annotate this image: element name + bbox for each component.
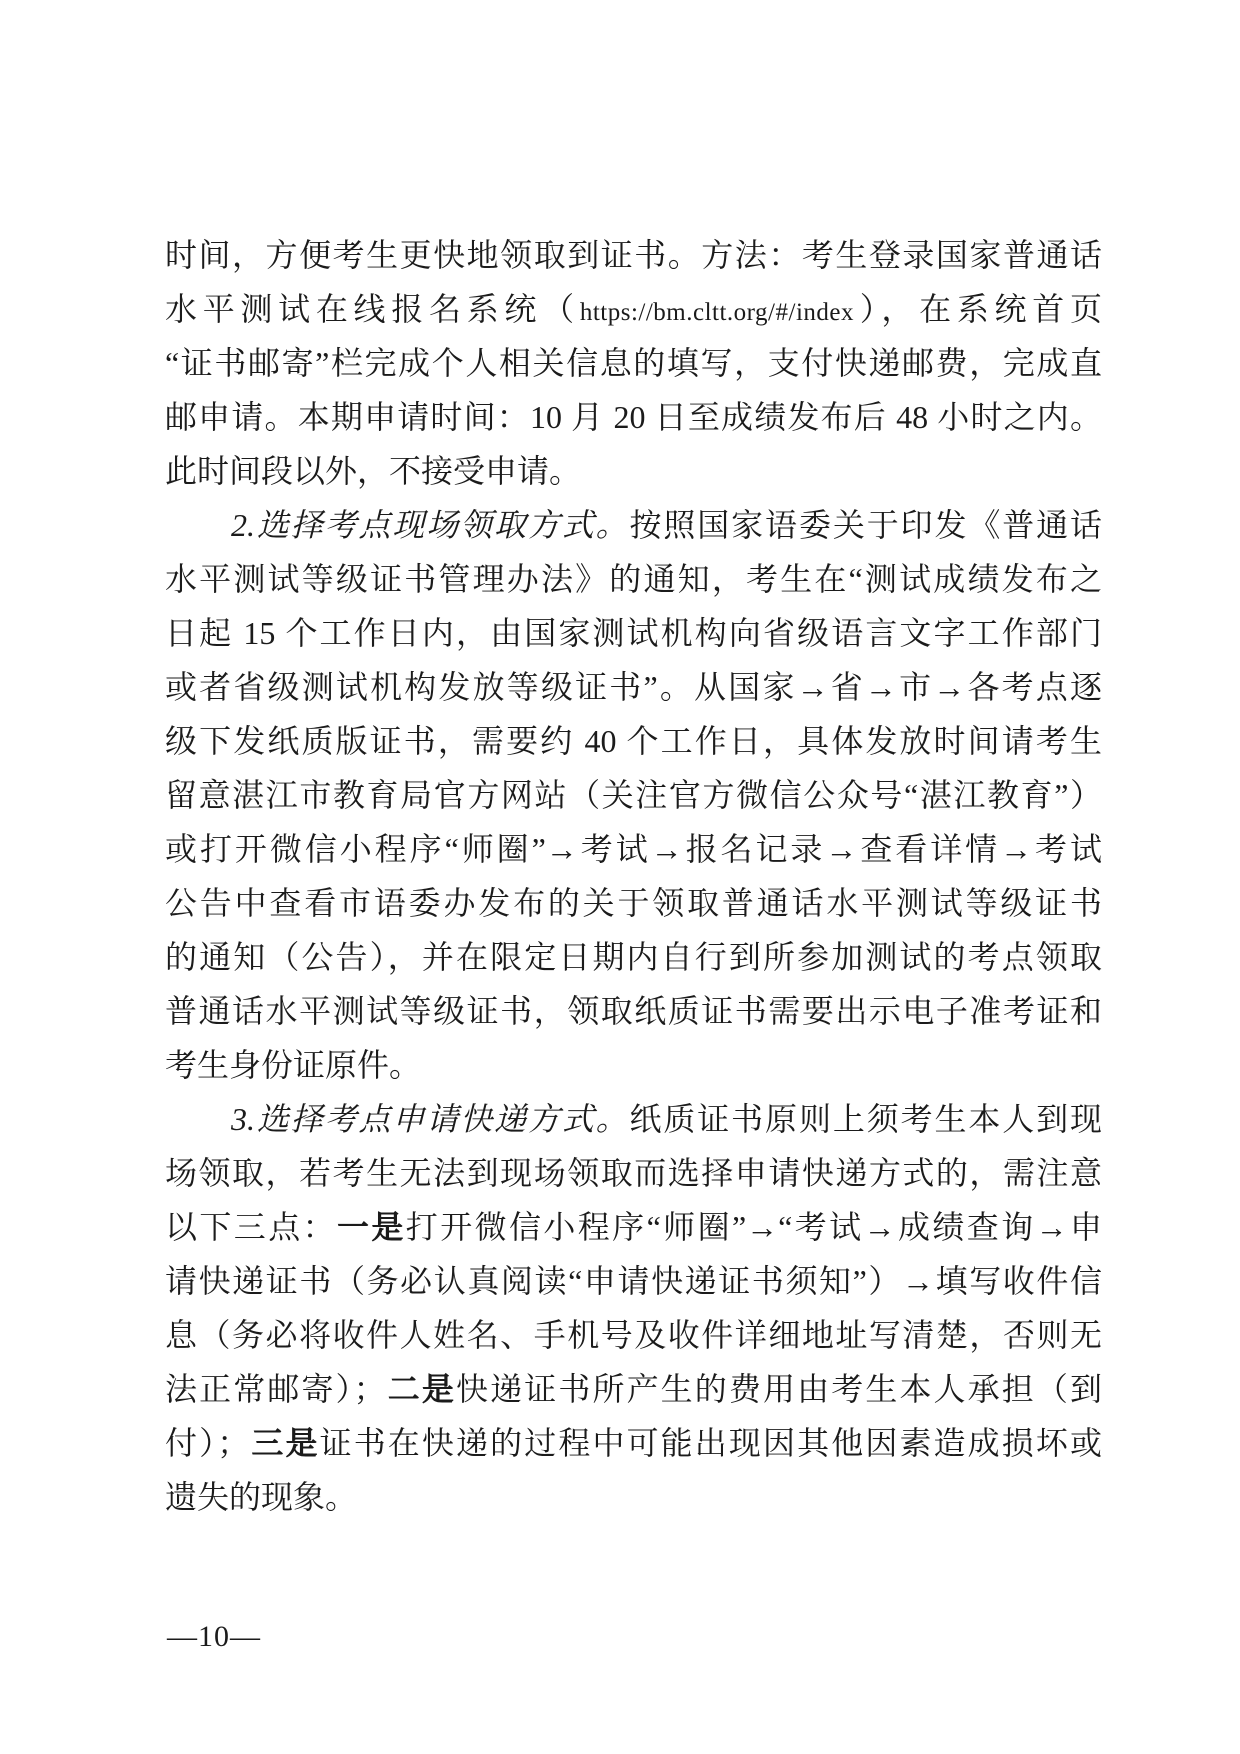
text-line xyxy=(165,1254,1102,1308)
text-line xyxy=(165,768,1102,822)
text-line xyxy=(165,1416,1102,1470)
text-line xyxy=(165,228,1102,282)
text-run: 息（务必将收件人姓名、手机号及收件详细地址写清楚，否则无 xyxy=(165,1317,1102,1353)
text-run: 请快递证书（务必认真阅读“申请快递证书须知”）→填写收件信 xyxy=(165,1263,1102,1299)
text-line xyxy=(165,876,1102,930)
section-heading: 3.选择考点申请快递方式。 xyxy=(231,1101,630,1137)
text-run: 场领取，若考生无法到现场领取而选择申请快递方式的，需注意 xyxy=(165,1155,1102,1191)
text-line xyxy=(165,1146,1102,1200)
page-number: —10— xyxy=(167,1620,261,1653)
text-run: 普通话水平测试等级证书，领取纸质证书需要出示电子准考证和 xyxy=(165,993,1102,1029)
text-run: 留意湛江市教育局官方网站（关注官方微信公众号“湛江教育”） xyxy=(165,777,1102,813)
text-line xyxy=(165,1038,1102,1092)
text-run: 的通知（公告），并在限定日期内自行到所参加测试的考点领取 xyxy=(165,939,1102,975)
text-run: 遗失的现象。 xyxy=(165,1479,358,1515)
text-run: 或者省级测试机构发放等级证书”。从国家→省→市→各考点逐 xyxy=(165,669,1102,705)
text-run: 证书在快递的过程中可能出现因其他因素造成损坏或 xyxy=(319,1425,1102,1461)
text-run: 日起 15 个工作日内，由国家测试机构向省级语言文字工作部门 xyxy=(165,615,1102,651)
text-line xyxy=(165,984,1102,1038)
text-run: 此时间段以外，不接受申请。 xyxy=(165,453,582,489)
text-line xyxy=(165,1200,1102,1254)
text-run: “证书邮寄”栏完成个人相关信息的填写，支付快递邮费，完成直 xyxy=(165,345,1102,381)
text-line xyxy=(165,498,1102,552)
text-run: 级下发纸质版证书，需要约 40 个工作日，具体发放时间请考生 xyxy=(165,723,1102,759)
text-line xyxy=(165,552,1102,606)
text-line xyxy=(165,1470,1102,1524)
paragraph xyxy=(165,1092,1102,1524)
text-run: ），在系统首页 xyxy=(854,291,1102,327)
text-line xyxy=(165,1362,1102,1416)
paragraph xyxy=(165,498,1102,1092)
text-run: 付）； xyxy=(165,1425,250,1461)
text-line xyxy=(165,390,1102,444)
text-run: 邮申请。本期申请时间：10 月 20 日至成绩发布后 48 小时之内。 xyxy=(165,399,1102,435)
text-line xyxy=(165,660,1102,714)
text-line xyxy=(165,822,1102,876)
text-run: 纸质证书原则上须考生本人到现 xyxy=(629,1101,1102,1137)
emphasis-text: 二是 xyxy=(385,1371,457,1407)
paragraph xyxy=(165,228,1102,498)
text-run: 水平测试在线报名系统（ xyxy=(165,291,580,327)
text-run: 考生身份证原件。 xyxy=(165,1047,422,1083)
section-heading: 2.选择考点现场领取方式。 xyxy=(231,507,630,543)
text-run: 以下三点： xyxy=(165,1209,337,1245)
url-text: https://bm.cltt.org/#/index xyxy=(579,299,854,326)
text-line xyxy=(165,1308,1102,1362)
text-run: 按照国家语委关于印发《普通话 xyxy=(629,507,1102,543)
text-line xyxy=(165,1092,1102,1146)
text-line xyxy=(165,282,1102,336)
text-run: 时间，方便考生更快地领取到证书。方法：考生登录国家普通话 xyxy=(165,237,1102,273)
text-run: 公告中查看市语委办发布的关于领取普通话水平测试等级证书 xyxy=(165,885,1102,921)
text-line xyxy=(165,336,1102,390)
emphasis-text: 一是 xyxy=(337,1209,406,1245)
text-run: 法正常邮寄）； xyxy=(165,1371,386,1407)
text-run: 快递证书所产生的费用由考生本人承担（到 xyxy=(456,1371,1102,1407)
text-line xyxy=(165,606,1102,660)
text-line xyxy=(165,714,1102,768)
document-body xyxy=(165,228,1102,1524)
text-run: 或打开微信小程序“师圈”→考试→报名记录→查看详情→考试 xyxy=(165,831,1102,867)
text-run: 打开微信小程序“师圈”→“考试→成绩查询→申 xyxy=(405,1209,1102,1245)
emphasis-text: 三是 xyxy=(249,1425,320,1461)
text-run: 水平测试等级证书管理办法》的通知，考生在“测试成绩发布之 xyxy=(165,561,1102,597)
text-line xyxy=(165,444,1102,498)
text-line xyxy=(165,930,1102,984)
